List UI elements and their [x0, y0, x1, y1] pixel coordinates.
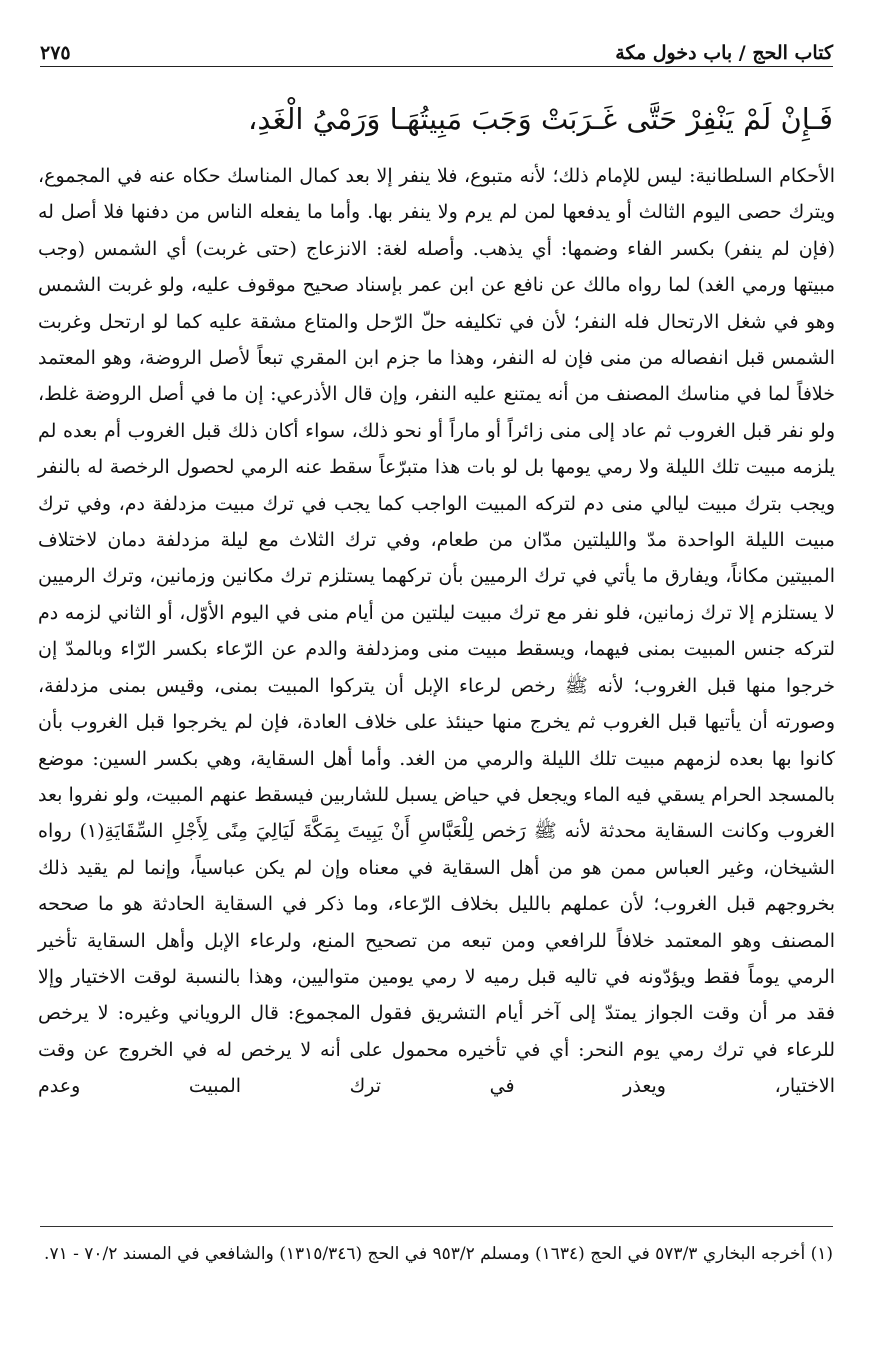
- quoted-matn-line: فَـإِنْ لَمْ يَنْفِرْ حَتَّى غَـرَبَتْ وَجَبَ مَبِيتُهَـا وَرَمْيُ الْغَدِ،: [248, 102, 833, 136]
- footnote-rule: [40, 1226, 833, 1227]
- footnote: (١) أخرجه البخاري ٥٧٣/٣ في الحج (١٦٣٤) ومسلم ٩٥٣/٢ في الحج (١٣١٥/٣٤٦) والشافعي في المسند ٧٠/٢ - ٧١.: [44, 1244, 833, 1264]
- running-title: كتاب الحج / باب دخول مكة: [615, 42, 833, 64]
- running-head: [40, 30, 833, 64]
- commentary-paragraph: الأحكام السلطانية: ليس للإمام ذلك؛ لأنه متبوع، فلا ينفر إلا بعد كمال المناسك حكاه عنه في المجموع، ويترك حصى اليوم الثالث أو يدفعها لمن لم يرم ولا ينفر بها. وأما ما يفعله الناس من دفنها فلا أصل له (فإن لم ينفر) بكسر الفاء وضمها: أي يذهب. وأصله لغة: الانزعاج (حتى غربت) أي الشمس (وجب مبيتها ورمي الغد) لما رواه مالك عن نافع عن ابن عمر بإسناد صحيح موقوف عليه، ولو غربت الشمس وهو في شغل الارتحال فله النفر؛ لأن في تكليفه حلّ الرّحل والمتاع مشقة عليه كما لو ارتحل وغربت الشمس قبل انفصاله من منى فإن له النفر، وهذا ما جزم ابن المقري تبعاً لأصل الروضة، وهو المعتمد خلافاً لما في مناسك المصنف من أنه يمتنع عليه النفر، وإن قال الأذرعي: إن ما في أصل الروضة غلط، ولو نفر قبل الغروب ثم عاد إلى منى زائراً أو ماراً أو نحو ذلك، سواء أكان ذلك قبل الغروب أم بعده لم يلزمه مبيت تلك الليلة ولا رمي يومها بل لو بات هذا متبرّعاً سقط عنه الرمي لحصول الرخصة له بالنفر ويجب بترك مبيت ليالي منى دم لتركه المبيت الواجب كما يجب في ترك مبيت مزدلفة دم، وفي ترك مبيت الليلة الواحدة مدّ والليلتين مدّان من طعام، وفي ترك الثلاث مع ليلة مزدلفة دمان لاختلاف المبيتين مكاناً، ويفارق ما يأتي في ترك الرميين بأن تركهما يستلزم ترك مكانين وزمانين، وترك الرميين لا يستلزم إلا ترك زمانين، فلو نفر مع ترك مبيت ليلتين من أيام منى في اليوم الأوّل، أو الثاني لزمه دم لتركه جنس المبيت بمنى فيهما، ويسقط مبيت منى ومزدلفة والدم عن الرّعاء بكسر الرّاء وبالمدّ إن خرجوا منها قبل الغروب؛ لأنه ﷺ رخص لرعاء الإبل أن يتركوا المبيت بمنى، وقيس بمنى مزدلفة، وصورته أن يأتيها قبل الغروب ثم يخرج منها حينئذ على خلاف العادة، فإن لم يخرجوا قبل الغروب بأن كانوا بها بعده لزمهم مبيت تلك الليلة والرمي من الغد. وأما أهل السقاية، وهي بكسر السين: موضع بالمسجد الحرام يسقي فيه الماء ويجعل في حياض يسبل للشاربين فيسقط عنهم المبيت، ولو نفروا بعد الغروب وكانت السقاية محدثة لأنه ﷺ رَخص لِلْعَبَّاسِ أَنْ يَبِيتَ بِمَكَّةَ لَيَالِيَ مِنًى لِأَجْلِ السِّقَايَةِ(١) رواه الشيخان، وغير العباس ممن هو من أهل السقاية في معناه وإن لم يكن عباسياً، وإنما لم يقيد ذلك بخروجهم قبل الغروب؛ لأن عملهم بالليل بخلاف الرّعاء، وما ذكر في السقاية الحادثة هو ما صححه المصنف وهو المعتمد خلافاً للرافعي ومن تبعه من تصحيح المنع، ولرعاء الإبل وأهل السقاية تأخير الرمي يوماً فقط ويؤدّونه في تاليه قبل رميه لا رمي يومين متواليين، وهذا بالنسبة لوقت الاختيار وإلا فقد مر أن وقت الجواز يمتدّ إلى آخر أيام التشريق فقول المجموع: قال الروياني وغيره: لا يرخص للرعاء في ترك رمي يوم النحر: أي في تأخيره محمول على أنه لا يرخص له في الخروج عن وقت الاختيار، ويعذر في ترك المبيت وعدم: [38, 165, 835, 1098]
- commentary-body: [38, 158, 835, 1105]
- header-rule: [40, 66, 833, 67]
- page-number: ٢٧٥: [40, 42, 71, 64]
